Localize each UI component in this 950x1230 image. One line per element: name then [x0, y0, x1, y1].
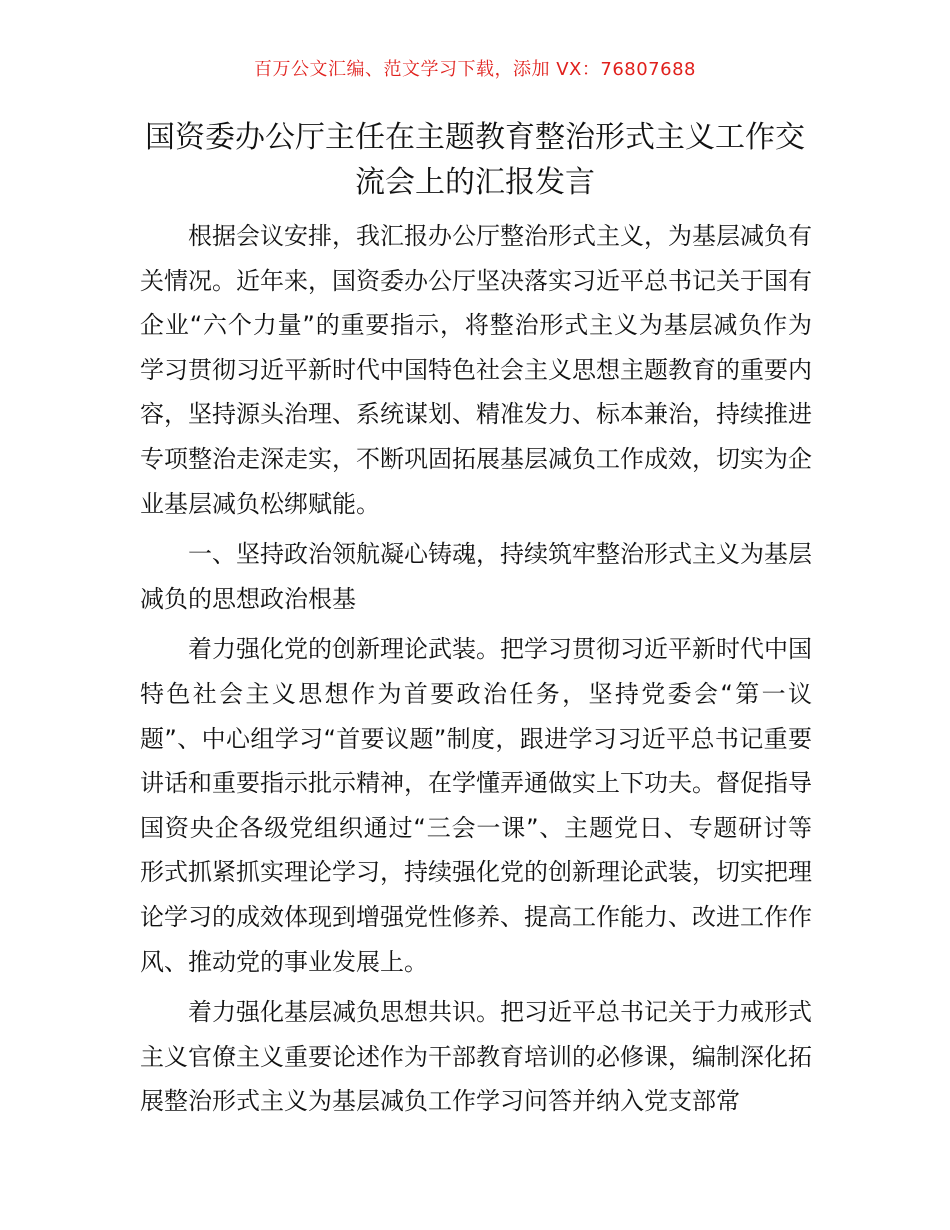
- intro-paragraph: 根据会议安排，我汇报办公厅整治形式主义，为基层减负有关情况。近年来，国资委办公厅坚决落实习近平总书记关于国有企业“六个力量”的重要指示，将整治形式主义为基层减负作为学习贯彻习近平新时代中国特色社会主义思想主题教育的重要内容，坚持源头治理、系统谋划、精准发力、标本兼治，持续推进专项整治走深走实，不断巩固拓展基层减负工作成效，切实为企业基层减负松绑赋能。: [140, 222, 812, 518]
- document-title: 国资委办公厅主任在主题教育整治形式主义工作交流会上的汇报发言: [145, 120, 805, 200]
- body-paragraph: 着力强化基层减负思想共识。把习近平总书记关于力戒形式主义官僚主义重要论述作为干部教育培训的必修课，编制深化拓展整治形式主义为基层减负工作学习问答并纳入党支部常: [140, 998, 812, 1116]
- body-paragraph: 着力强化党的创新理论武装。把学习贯彻习近平新时代中国特色社会主义思想作为首要政治任务，坚持党委会“第一议题”、中心组学习“首要议题”制度，跟进学习习近平总书记重要讲话和重要指示批示精神，在学懂弄通做实上下功夫。督促指导国资央企各级党组织通过“三会一课”、主题党日、专题研讨等形式抓紧抓实理论学习，持续强化党的创新理论武装，切实把理论学习的成效体现到增强党性修养、提高工作能力、改进工作作风、推动党的事业发展上。: [140, 635, 812, 976]
- section-heading: 一、坚持政治领航凝心铸魂，持续筑牢整治形式主义为基层减负的思想政治根基: [140, 540, 812, 613]
- document-body: [140, 214, 812, 1124]
- watermark-banner: 百万公文汇编、范文学习下载，添加 VX：76807688: [254, 59, 696, 80]
